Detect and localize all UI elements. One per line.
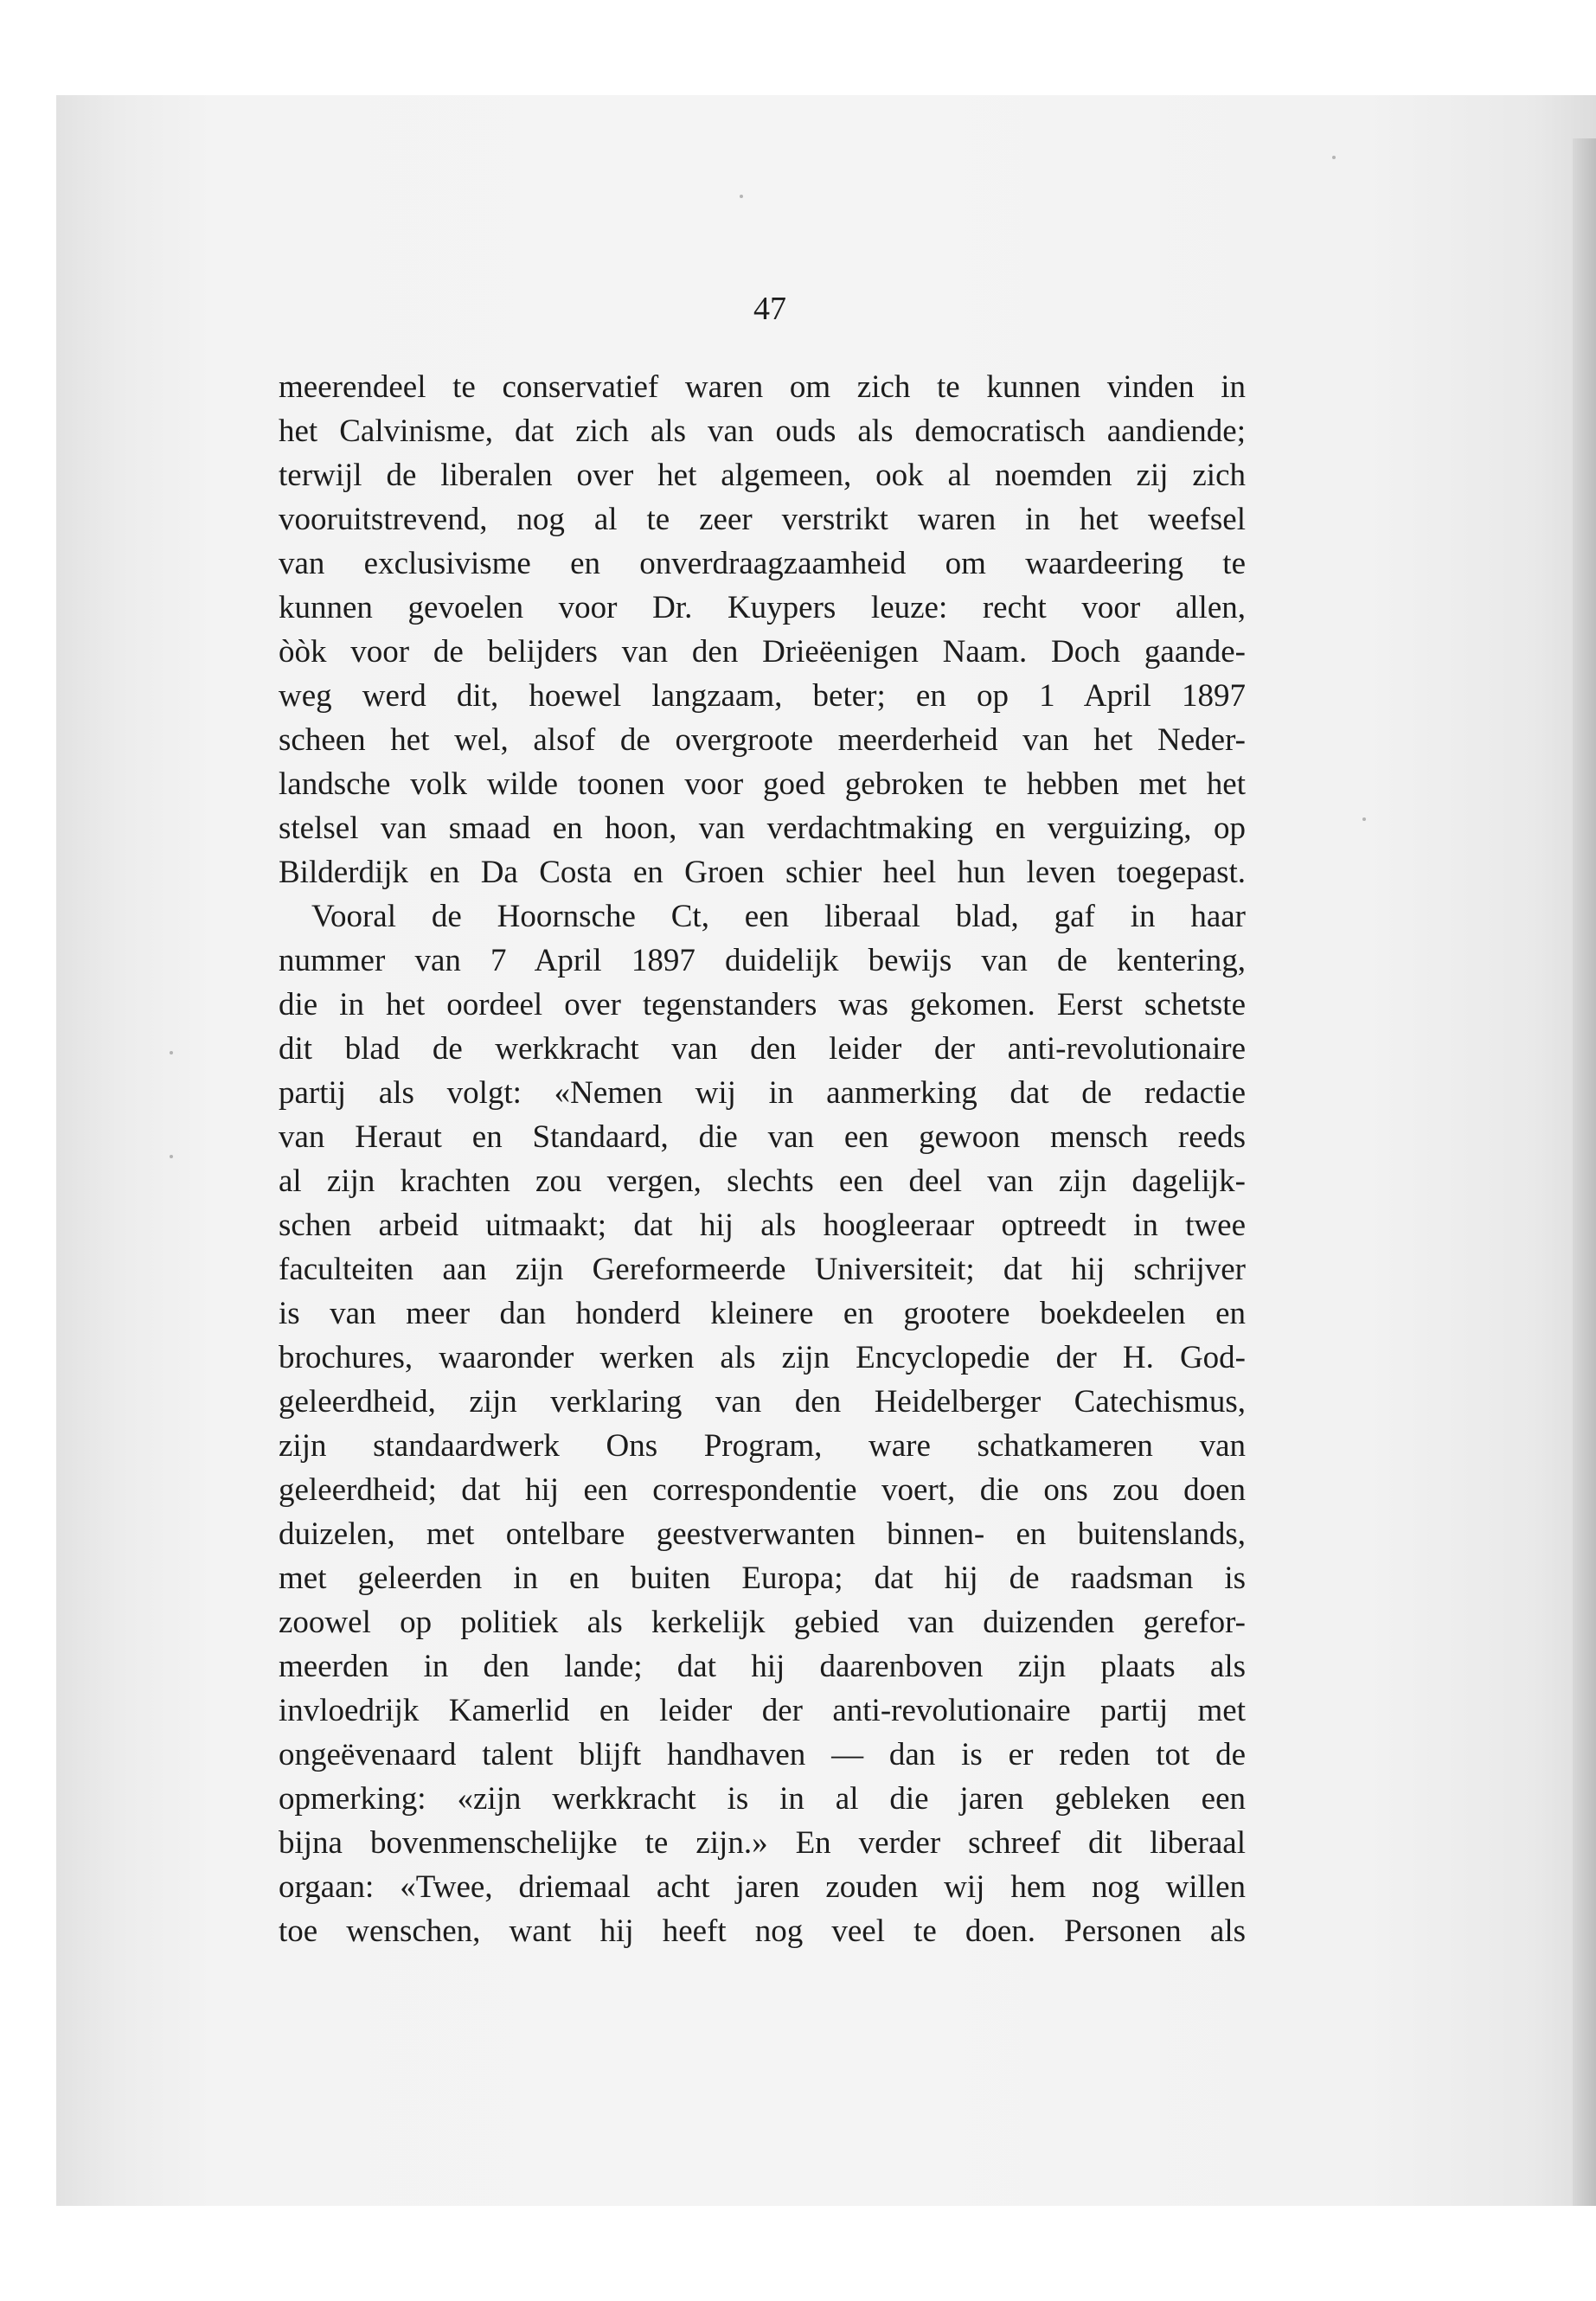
page-edge-shadow xyxy=(1573,138,1596,2206)
text-line: opmerking: «zijn werkkracht is in al die jaren gebleken een xyxy=(279,1781,1246,1817)
text-line: met geleerden in en buiten Europa; dat hij de raadsman is xyxy=(279,1561,1246,1596)
text-line: toe wenschen, want hij heeft nog veel te doen. Personen als xyxy=(279,1913,1246,1949)
text-line: het Calvinisme, dat zich als van ouds als democratisch aandiende; xyxy=(279,413,1246,449)
text-line: faculteiten aan zijn Gereformeerde Universiteit; dat hij schrijver xyxy=(279,1252,1246,1287)
text-line: landsche volk wilde toonen voor goed gebroken te hebben met het xyxy=(279,766,1246,802)
text-line: orgaan: «Twee, driemaal acht jaren zouden wij hem nog willen xyxy=(279,1869,1246,1905)
text-line: van Heraut en Standaard, die van een gewoon mensch reeds xyxy=(279,1119,1246,1155)
page-number: 47 xyxy=(753,291,786,327)
text-line: zijn standaardwerk Ons Program, ware schatkameren van xyxy=(279,1428,1246,1464)
text-line: geleerdheid, zijn verklaring van den Heidelberger Catechismus, xyxy=(279,1384,1246,1420)
paper-speck xyxy=(170,1155,173,1158)
text-line: ongeëvenaard talent blijft handhaven — dan is er reden tot de xyxy=(279,1737,1246,1772)
text-line: is van meer dan honderd kleinere en grootere boekdeelen en xyxy=(279,1296,1246,1331)
paper-speck xyxy=(1332,156,1336,159)
text-line: die in het oordeel over tegenstanders was gekomen. Eerst schetste xyxy=(279,987,1246,1022)
text-line: nummer van 7 April 1897 duidelijk bewijs van de kentering, xyxy=(279,943,1246,978)
text-line: brochures, waaronder werken als zijn Encyclopedie der H. God- xyxy=(279,1340,1246,1375)
text-line: schen arbeid uitmaakt; dat hij als hoogleeraar optreedt in twee xyxy=(279,1208,1246,1243)
text-line: bijna bovenmenschelijke te zijn.» En verder schreef dit liberaal xyxy=(279,1825,1246,1861)
text-line: terwijl de liberalen over het algemeen, ook al noemden zij zich xyxy=(279,458,1246,493)
text-line: meerendeel te conservatief waren om zich te kunnen vinden in xyxy=(279,369,1246,405)
text-line: òòk voor de belijders van den Drieëenigen Naam. Doch gaande- xyxy=(279,634,1246,670)
text-line: dit blad de werkkracht van den leider der anti-revolutionaire xyxy=(279,1031,1246,1067)
body-text xyxy=(279,365,1246,1953)
text-line: duizelen, met ontelbare geestverwanten binnen- en buitenslands, xyxy=(279,1516,1246,1552)
text-line: van exclusivisme en onverdraagzaamheid om waardeering te xyxy=(279,546,1246,581)
text-line: zoowel op politiek als kerkelijk gebied van duizenden gerefor- xyxy=(279,1605,1246,1640)
paper-speck xyxy=(170,1051,173,1054)
text-line: Bilderdijk en Da Costa en Groen schier heel hun leven toegepast. xyxy=(279,855,1246,890)
text-line: vooruitstrevend, nog al te zeer verstrikt waren in het weefsel xyxy=(279,502,1246,537)
text-line: partij als volgt: «Nemen wij in aanmerking dat de redactie xyxy=(279,1075,1246,1111)
text-line: Vooral de Hoornsche Ct, een liberaal blad, gaf in haar xyxy=(311,899,1246,934)
text-line: weg werd dit, hoewel langzaam, beter; en op 1 April 1897 xyxy=(279,678,1246,714)
text-line: kunnen gevoelen voor Dr. Kuypers leuze: recht voor allen, xyxy=(279,590,1246,625)
text-line: geleerdheid; dat hij een correspondentie voert, die ons zou doen xyxy=(279,1472,1246,1508)
text-line: invloedrijk Kamerlid en leider der anti-revolutionaire partij met xyxy=(279,1693,1246,1728)
text-line: meerden in den lande; dat hij daarenboven zijn plaats als xyxy=(279,1649,1246,1684)
text-line: stelsel van smaad en hoon, van verdachtmaking en verguizing, op xyxy=(279,811,1246,846)
paper-speck xyxy=(740,195,743,198)
paper-speck xyxy=(1362,817,1366,821)
text-line: al zijn krachten zou vergen, slechts een deel van zijn dagelijk- xyxy=(279,1163,1246,1199)
text-line: scheen het wel, alsof de overgroote meerderheid van het Neder- xyxy=(279,722,1246,758)
